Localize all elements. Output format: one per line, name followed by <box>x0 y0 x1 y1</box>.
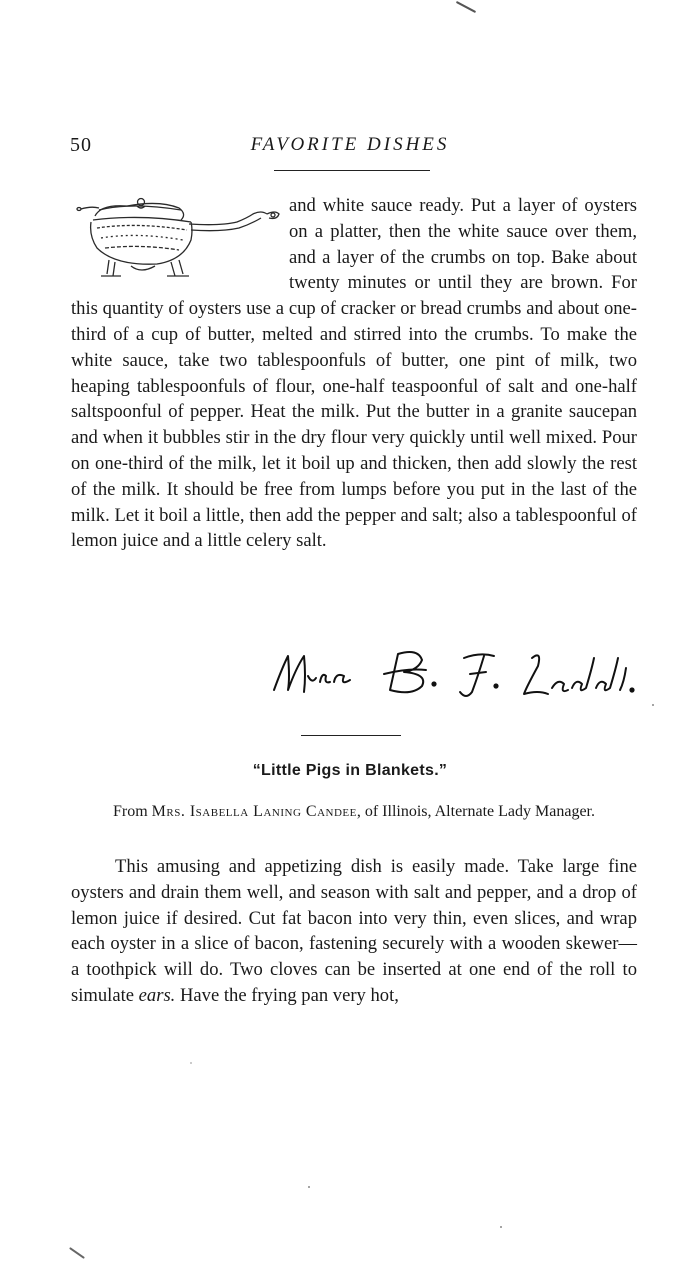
contributor-name: Mrs. Isabella Laning Candee <box>151 803 357 820</box>
page-number: 50 <box>70 134 92 156</box>
running-head: FAVORITE DISHES <box>250 134 450 155</box>
recipe-attribution <box>71 801 637 822</box>
recipe-body <box>71 854 637 1009</box>
paragraph-text: and white sauce ready. Put a layer of oysters on a platter, then the white sauce over them, and a layer of the crumbs on top. Bake about twenty minutes or until they are brown. For this quantity of oysters use a cup of cracker or bread crumbs and about one-third of a cup of butter, melted and stirred into the crumbs. To make the white sauce, take two tablespoonfuls of butter, one pint of milk, two heaping tablespoonfuls of flour, one-half teaspoonful of salt and one-half saltspoonful of pepper. Heat the milk. Put the butter in a granite saucepan and when it bubbles stir in the dry flour very quickly until well mixed. Pour on one-third of the milk, let it boil up and thicken, then add slowly the rest of the milk. It should be free from lumps before you put in the last of the milk. Let it boil a little, then add the pepper and salt; also a tablespoonful of lemon juice and a little celery salt. <box>71 195 637 552</box>
recipe-body-text: This amusing and appetizing dish is easily made. Take large fine oysters and drain them well, and season with salt and pepper, and a drop of lemon juice if desired. Cut fat bacon into very thin, even slices, and wrap each oyster in a slice of bacon, fastening securely with a wooden skewer—a toothpick will do. Two cloves can be inserted at one end of the roll to simulate <box>71 856 637 1006</box>
handwritten-signature <box>258 628 658 718</box>
scan-speck <box>500 1226 502 1228</box>
recipe-body-italic: ears. <box>138 984 176 1006</box>
scan-speck <box>190 1062 192 1064</box>
header-rule <box>274 170 430 171</box>
scan-speck <box>308 1186 310 1188</box>
recipe-title: “Little Pigs in Blankets.” <box>252 762 448 779</box>
recipe-body-end: Have the frying pan very hot, <box>175 984 399 1006</box>
section-divider <box>301 735 401 736</box>
attribution-suffix: , of Illinois, Alternate Lady Manager. <box>356 803 595 820</box>
attribution-prefix: From <box>113 803 148 820</box>
recipe-paragraph <box>71 193 637 554</box>
scan-speck <box>652 704 654 706</box>
scan-speck <box>69 1247 85 1259</box>
chafing-dish-illustration <box>71 196 285 292</box>
scan-speck <box>456 1 476 13</box>
